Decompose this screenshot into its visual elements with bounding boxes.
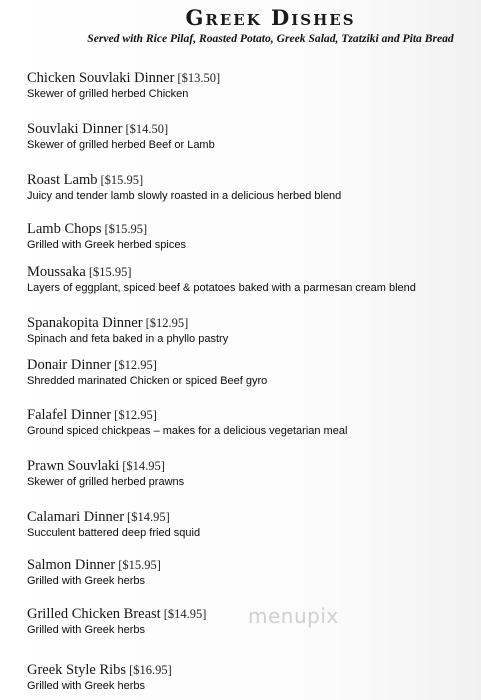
menu-item xyxy=(27,407,472,438)
menu-item xyxy=(27,221,472,252)
item-price: [$15.95] xyxy=(88,265,132,279)
page-title: Greek Dishes xyxy=(185,5,356,30)
menu-item xyxy=(27,509,472,540)
menu-item xyxy=(27,315,472,346)
item-name: Calamari Dinner xyxy=(27,509,125,525)
item-price: [$15.95] xyxy=(104,222,148,236)
menu-item xyxy=(27,70,472,101)
item-price: [$12.95] xyxy=(114,358,157,372)
menu-item xyxy=(27,458,472,489)
item-price: [$14.95] xyxy=(163,607,207,621)
item-description: Grilled with Greek herbs xyxy=(27,680,145,692)
item-description: Grilled with Greek herbed spices xyxy=(27,239,186,251)
menu-item xyxy=(27,662,472,693)
item-description: Ground spiced chickpeas – makes for a delicious vegetarian meal xyxy=(27,425,348,437)
menu-item xyxy=(27,264,472,295)
menu-item xyxy=(27,357,472,388)
item-description: Grilled with Greek herbs xyxy=(27,624,145,636)
item-name: Roast Lamb xyxy=(27,172,98,188)
item-name: Lamb Chops xyxy=(27,221,102,237)
item-price: [$15.95] xyxy=(118,558,161,572)
item-description: Skewer of grilled herbed Beef or Lamb xyxy=(27,139,215,151)
item-price: [$13.50] xyxy=(177,71,221,85)
item-description: Juicy and tender lamb slowly roasted in a delicious herbed blend xyxy=(27,190,342,202)
item-description: Skewer of grilled herbed prawns xyxy=(27,476,185,488)
item-name: Greek Style Ribs xyxy=(27,662,127,678)
item-description: Succulent battered deep fried squid xyxy=(27,527,201,539)
item-price: [$14.95] xyxy=(127,510,170,524)
item-name: Grilled Chicken Breast xyxy=(27,606,161,622)
item-price: [$14.50] xyxy=(125,122,169,136)
item-price: [$16.95] xyxy=(129,663,172,677)
item-description: Shredded marinated Chicken or spiced Beef gyro xyxy=(27,375,268,387)
menu-header xyxy=(0,6,481,45)
menu-item xyxy=(27,121,472,152)
menu-item xyxy=(27,172,472,203)
item-description: Skewer of grilled herbed Chicken xyxy=(27,88,189,100)
menu-item xyxy=(27,557,472,588)
item-description: Spinach and feta baked in a phyllo pastry xyxy=(27,333,229,345)
item-name: Salmon Dinner xyxy=(27,557,116,573)
item-description: Grilled with Greek herbs xyxy=(27,575,145,587)
watermark: menupix xyxy=(248,604,339,628)
page-subtitle: Served with Rice Pilaf, Roasted Potato, Greek Salad, Tzatziki and Pita Bread xyxy=(87,32,454,45)
item-price: [$12.95] xyxy=(114,408,157,422)
item-price: [$12.95] xyxy=(145,316,189,330)
item-name: Falafel Dinner xyxy=(27,407,112,423)
item-price: [$14.95] xyxy=(122,459,165,473)
item-description: Layers of eggplant, spiced beef & potatoes baked with a parmesan cream blend xyxy=(27,282,416,294)
item-name: Prawn Souvlaki xyxy=(27,458,120,474)
item-name: Moussaka xyxy=(27,264,86,280)
item-price: [$15.95] xyxy=(100,173,144,187)
item-name: Chicken Souvlaki Dinner xyxy=(27,70,175,86)
item-name: Souvlaki Dinner xyxy=(27,121,123,137)
item-name: Spanakopita Dinner xyxy=(27,315,143,331)
item-name: Donair Dinner xyxy=(27,357,112,373)
